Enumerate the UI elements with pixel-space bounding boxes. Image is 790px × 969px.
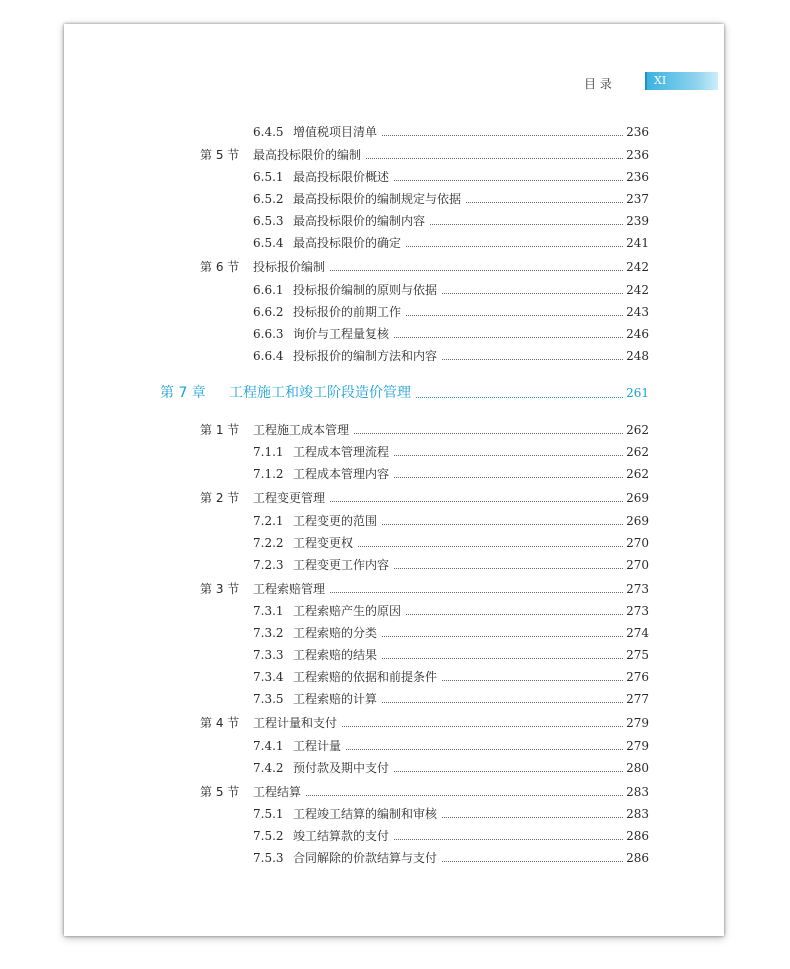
toc-title: 工程索赔的结果	[293, 648, 378, 662]
toc-number: 6.6.3	[253, 327, 284, 341]
toc-page: 273	[626, 582, 649, 596]
toc-leader-dots	[358, 545, 623, 547]
toc-number: 6.5.4	[253, 236, 284, 250]
toc-number: 6.6.2	[253, 305, 284, 319]
toc-leader-dots	[346, 748, 623, 750]
toc-section-entry	[200, 417, 649, 437]
toc-leader-dots	[442, 860, 623, 862]
toc-entry	[253, 733, 649, 753]
toc-number: 6.5.2	[253, 192, 284, 206]
toc-title: 预付款及期中支付	[293, 761, 390, 775]
toc-number: 6.4.5	[253, 125, 284, 139]
toc-leader-dots	[416, 396, 623, 398]
toc-entry	[253, 845, 649, 865]
toc-entry	[253, 343, 649, 363]
toc-title: 投标报价的前期工作	[293, 305, 402, 319]
toc-page: 237	[626, 192, 649, 206]
toc-page: 262	[626, 445, 649, 459]
toc-chapter-title: 工程施工和竣工阶段造价管理	[229, 385, 411, 401]
toc-page: 283	[626, 785, 649, 799]
toc-entry	[253, 801, 649, 821]
toc-page: 276	[626, 670, 649, 684]
toc-number: 6.5.3	[253, 214, 284, 228]
toc-number: 第 2 节	[200, 491, 240, 505]
toc-number: 第 6 节	[200, 260, 240, 274]
toc-page: 246	[626, 327, 649, 341]
toc-page: 280	[626, 761, 649, 775]
toc-title: 工程索赔的依据和前提条件	[293, 670, 438, 684]
toc-title: 增值税项目清单	[293, 125, 378, 139]
toc-title: 最高投标限价的确定	[293, 236, 402, 250]
toc-page: 286	[626, 851, 649, 865]
toc-leader-dots	[354, 432, 623, 434]
toc-entry	[253, 186, 649, 206]
toc-title: 工程变更权	[293, 536, 354, 550]
toc-leader-dots	[442, 679, 623, 681]
toc-page: 270	[626, 558, 649, 572]
toc-entry	[253, 277, 649, 297]
toc-title: 最高投标限价的编制规定与依据	[293, 192, 462, 206]
toc-title: 投标报价编制	[253, 260, 326, 274]
toc-entry	[253, 299, 649, 319]
toc-number: 第 5 节	[200, 785, 240, 799]
toc-leader-dots	[382, 523, 623, 525]
toc-number: 7.2.1	[253, 514, 284, 528]
toc-page: 269	[626, 514, 649, 528]
toc-number: 第 3 节	[200, 582, 240, 596]
toc-number: 7.5.2	[253, 829, 284, 843]
toc-page: 236	[626, 170, 649, 184]
toc-number: 7.3.4	[253, 670, 284, 684]
toc-page: 279	[626, 716, 649, 730]
toc-page: 242	[626, 260, 649, 274]
toc-page: 239	[626, 214, 649, 228]
toc-number: 7.3.5	[253, 692, 284, 706]
toc-title: 最高投标限价概述	[293, 170, 390, 184]
toc-leader-dots	[382, 134, 623, 136]
toc-leader-dots	[466, 201, 623, 203]
toc-number: 7.1.1	[253, 445, 284, 459]
toc-chapter-entry	[160, 378, 649, 402]
toc-number: 第 5 节	[200, 148, 240, 162]
toc-title: 工程成本管理内容	[293, 467, 390, 481]
toc-page: 243	[626, 305, 649, 319]
toc-leader-dots	[382, 657, 623, 659]
toc-number: 7.1.2	[253, 467, 284, 481]
toc-entry	[253, 686, 649, 706]
toc-leader-dots	[366, 157, 623, 159]
toc-title: 工程索赔的计算	[293, 692, 378, 706]
toc-entry	[253, 530, 649, 550]
toc-entry	[253, 230, 649, 250]
toc-number: 7.3.2	[253, 626, 284, 640]
toc-title: 工程成本管理流程	[293, 445, 390, 459]
toc-entry	[253, 620, 649, 640]
toc-section-entry	[200, 779, 649, 799]
toc-entry	[253, 208, 649, 228]
toc-section-entry	[200, 485, 649, 505]
toc-title: 工程计量和支付	[253, 716, 338, 730]
toc-page: 262	[626, 467, 649, 481]
toc-entry	[253, 321, 649, 341]
toc-leader-dots	[442, 358, 623, 360]
toc-leader-dots	[442, 292, 623, 294]
toc-page: 283	[626, 807, 649, 821]
toc-entry	[253, 664, 649, 684]
toc-leader-dots	[442, 816, 623, 818]
toc-leader-dots	[406, 613, 623, 615]
toc-number: 7.4.1	[253, 739, 284, 753]
toc-entry	[253, 642, 649, 662]
toc-page: 286	[626, 829, 649, 843]
toc-page: 274	[626, 626, 649, 640]
toc-leader-dots	[430, 223, 623, 225]
toc-number: 7.5.1	[253, 807, 284, 821]
toc-number: 7.3.3	[253, 648, 284, 662]
toc-leader-dots	[394, 567, 623, 569]
toc-entry	[253, 164, 649, 184]
toc-number: 第 4 节	[200, 716, 240, 730]
toc-page: 273	[626, 604, 649, 618]
toc-entry	[253, 508, 649, 528]
toc-leader-dots	[306, 794, 623, 796]
toc-entry	[253, 598, 649, 618]
toc-page: 262	[626, 423, 649, 437]
toc-page: 261	[626, 386, 649, 400]
toc-page: 242	[626, 283, 649, 297]
toc-number: 7.5.3	[253, 851, 284, 865]
toc-entry	[253, 439, 649, 459]
toc-entry	[253, 552, 649, 572]
header-page-tab	[645, 72, 718, 90]
toc-page: 236	[626, 148, 649, 162]
toc-section-entry	[200, 710, 649, 730]
toc-leader-dots	[330, 500, 623, 502]
toc-leader-dots	[394, 770, 623, 772]
toc-page: 269	[626, 491, 649, 505]
toc-leader-dots	[394, 179, 623, 181]
toc-number: 7.3.1	[253, 604, 284, 618]
header-section-label: 目 录	[584, 77, 612, 91]
toc-title: 投标报价的编制方法和内容	[293, 349, 438, 363]
toc-title: 工程索赔的分类	[293, 626, 378, 640]
toc-number: 6.6.1	[253, 283, 284, 297]
toc-title: 工程索赔产生的原因	[293, 604, 402, 618]
toc-title: 工程施工成本管理	[253, 423, 350, 437]
toc-number: 7.2.2	[253, 536, 284, 550]
toc-leader-dots	[406, 245, 623, 247]
toc-leader-dots	[342, 725, 623, 727]
toc-entry	[253, 823, 649, 843]
toc-page: 275	[626, 648, 649, 662]
toc-title: 工程计量	[293, 739, 342, 753]
toc-section-entry	[200, 142, 649, 162]
toc-page: 270	[626, 536, 649, 550]
toc-leader-dots	[394, 454, 623, 456]
toc-page: 277	[626, 692, 649, 706]
toc-title: 竣工结算款的支付	[293, 829, 390, 843]
header-page-numeral: XI	[654, 74, 667, 87]
toc-title: 工程索赔管理	[253, 582, 326, 596]
toc-section-entry	[200, 576, 649, 596]
toc-page: 279	[626, 739, 649, 753]
toc-number: 6.6.4	[253, 349, 284, 363]
toc-leader-dots	[382, 635, 623, 637]
toc-page: 236	[626, 125, 649, 139]
toc-title: 合同解除的价款结算与支付	[293, 851, 438, 865]
toc-entry	[253, 755, 649, 775]
toc-title: 最高投标限价的编制内容	[293, 214, 426, 228]
toc-leader-dots	[382, 701, 623, 703]
toc-leader-dots	[394, 838, 623, 840]
toc-page: 248	[626, 349, 649, 363]
toc-leader-dots	[406, 314, 623, 316]
toc-title: 工程变更工作内容	[293, 558, 390, 572]
toc-number: 第 1 节	[200, 423, 240, 437]
toc-title: 工程竣工结算的编制和审核	[293, 807, 438, 821]
toc-leader-dots	[330, 591, 623, 593]
toc-number: 7.2.3	[253, 558, 284, 572]
toc-title: 工程变更的范围	[293, 514, 378, 528]
toc-title: 投标报价编制的原则与依据	[293, 283, 438, 297]
toc-page: 241	[626, 236, 649, 250]
toc-title: 工程变更管理	[253, 491, 326, 505]
toc-title: 询价与工程量复核	[293, 327, 390, 341]
toc-title: 工程结算	[253, 785, 302, 799]
toc-leader-dots	[394, 336, 623, 338]
toc-entry	[253, 461, 649, 481]
toc-title: 最高投标限价的编制	[253, 148, 362, 162]
toc-leader-dots	[394, 476, 623, 478]
toc-chapter-number: 第 7 章	[160, 385, 206, 401]
toc-leader-dots	[330, 269, 623, 271]
toc-section-entry	[200, 254, 649, 274]
toc-entry	[253, 119, 649, 139]
toc-number: 7.4.2	[253, 761, 284, 775]
toc-number: 6.5.1	[253, 170, 284, 184]
